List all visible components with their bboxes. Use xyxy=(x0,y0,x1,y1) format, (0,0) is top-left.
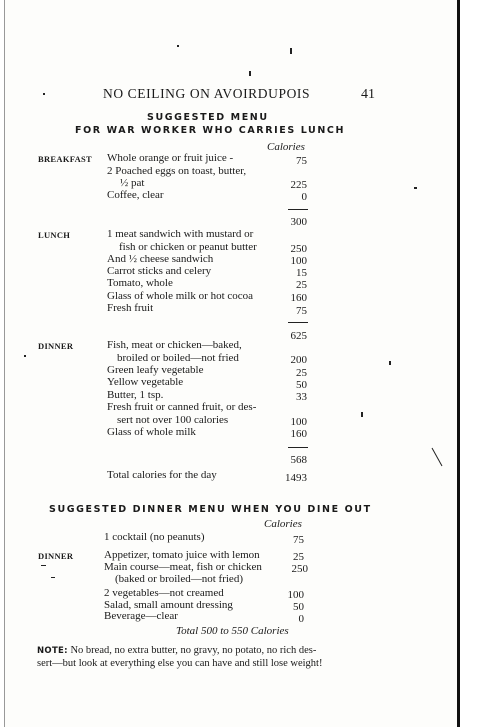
subtotal-rule xyxy=(288,322,308,323)
menu2-cal: 0 xyxy=(298,613,304,625)
dinner-cal: 33 xyxy=(296,391,307,403)
lunch-cal: 25 xyxy=(296,279,307,291)
scan-speck xyxy=(361,412,363,417)
dinner-item: sert not over 100 calories xyxy=(117,414,229,426)
dinner-item: Glass of whole milk xyxy=(107,426,196,438)
menu2-item: 2 vegetables—not creamed xyxy=(104,587,224,599)
running-head: NO CEILING ON AVOIRDUPOIS xyxy=(103,86,311,101)
dinner-cal: 100 xyxy=(290,416,307,428)
menu2-item: Salad, small amount dressing xyxy=(104,599,233,611)
breakfast-label: BREAKFAST xyxy=(38,154,93,164)
dinner-item: broiled or boiled—not fried xyxy=(117,352,239,364)
dinner-cal: 25 xyxy=(296,367,307,379)
scan-speck xyxy=(249,71,251,76)
lunch-item: Glass of whole milk or hot cocoa xyxy=(107,290,254,302)
day-total-label: Total calories for the day xyxy=(107,469,217,481)
menu2-item: Beverage—clear xyxy=(104,610,178,622)
lunch-item: 1 meat sandwich with mustard or xyxy=(107,228,254,240)
lunch-cal: 15 xyxy=(296,267,307,279)
lunch-item: Tomato, whole xyxy=(107,277,173,289)
menu2-item: 1 cocktail (no peanuts) xyxy=(104,531,205,543)
menu1-calories-header: Calories xyxy=(267,141,305,153)
menu1-title-line2: FOR WAR WORKER WHO CARRIES LUNCH xyxy=(75,125,346,136)
note-text-1: No bread, no extra butter, no gravy, no potato, no rich des- xyxy=(70,645,317,656)
breakfast-item: Coffee, clear xyxy=(107,189,164,201)
dinner-cal: 200 xyxy=(290,354,307,366)
lunch-item: fish or chicken or peanut butter xyxy=(119,241,257,253)
breakfast-cal: 225 xyxy=(290,179,307,191)
scan-speck xyxy=(24,355,26,357)
breakfast-cal: 0 xyxy=(301,191,307,203)
dinner-item: Green leafy vegetable xyxy=(107,364,204,376)
dinner-item: Fresh fruit or canned fruit, or des- xyxy=(107,401,257,413)
menu2-total-line: Total 500 to 550 Calories xyxy=(176,625,289,637)
note-label: NOTE: xyxy=(37,646,68,656)
breakfast-cal: 75 xyxy=(296,155,307,167)
lunch-item: Carrot sticks and celery xyxy=(107,265,212,277)
breakfast-item: ½ pat xyxy=(120,177,145,189)
lunch-label: LUNCH xyxy=(38,230,71,240)
lunch-cal: 100 xyxy=(290,255,307,267)
menu2-item: Appetizer, tomato juice with lemon xyxy=(104,549,260,561)
breakfast-item: Whole orange or fruit juice - xyxy=(107,152,234,164)
menu2-item: (baked or broiled—not fried) xyxy=(115,573,243,585)
scan-speck xyxy=(414,187,417,189)
lunch-cal: 75 xyxy=(296,305,307,317)
day-total: 1493 xyxy=(285,472,307,484)
menu2-title: SUGGESTED DINNER MENU WHEN YOU DINE OUT xyxy=(49,504,372,515)
menu2-item: Main course—meat, fish or chicken xyxy=(104,561,262,573)
lunch-total: 625 xyxy=(290,330,307,342)
menu2-calories-header: Calories xyxy=(264,518,302,530)
dinner-cal: 160 xyxy=(290,428,307,440)
lunch-item: And ½ cheese sandwich xyxy=(107,253,214,265)
scan-scratch xyxy=(430,446,444,470)
dinner-label: DINNER xyxy=(38,341,74,351)
scan-speck xyxy=(389,361,391,365)
breakfast-item: 2 Poached eggs on toast, butter, xyxy=(107,165,247,177)
scan-speck xyxy=(290,48,292,54)
menu2-cal: 25 xyxy=(293,551,304,563)
note-line1 xyxy=(37,645,316,656)
menu2-dinner-label: DINNER xyxy=(38,551,74,561)
scan-speck xyxy=(177,45,179,47)
book-page xyxy=(4,0,460,727)
menu2-cal: 75 xyxy=(293,534,304,546)
scan-speck xyxy=(43,93,45,95)
lunch-cal: 160 xyxy=(290,292,307,304)
menu2-cal: 100 xyxy=(287,589,304,601)
menu2-cal: 50 xyxy=(293,601,304,613)
dinner-cal: 50 xyxy=(296,379,307,391)
breakfast-total: 300 xyxy=(290,216,307,228)
lunch-cal: 250 xyxy=(290,243,307,255)
scan-speck xyxy=(41,565,46,566)
page-number: 41 xyxy=(361,87,375,102)
dinner-item: Fish, meat or chicken—baked, xyxy=(107,339,242,351)
lunch-item: Fresh fruit xyxy=(107,302,154,314)
subtotal-rule xyxy=(288,447,308,448)
dinner-total: 568 xyxy=(290,454,307,466)
menu2-cal: 250 xyxy=(291,563,308,575)
dinner-item: Butter, 1 tsp. xyxy=(107,389,164,401)
scan-speck xyxy=(51,577,55,578)
note-line2: sert—but look at everything else you can have and still lose weight! xyxy=(37,658,323,669)
menu1-title-line1: SUGGESTED MENU xyxy=(147,112,269,123)
dinner-item: Yellow vegetable xyxy=(107,376,184,388)
subtotal-rule xyxy=(288,209,308,210)
